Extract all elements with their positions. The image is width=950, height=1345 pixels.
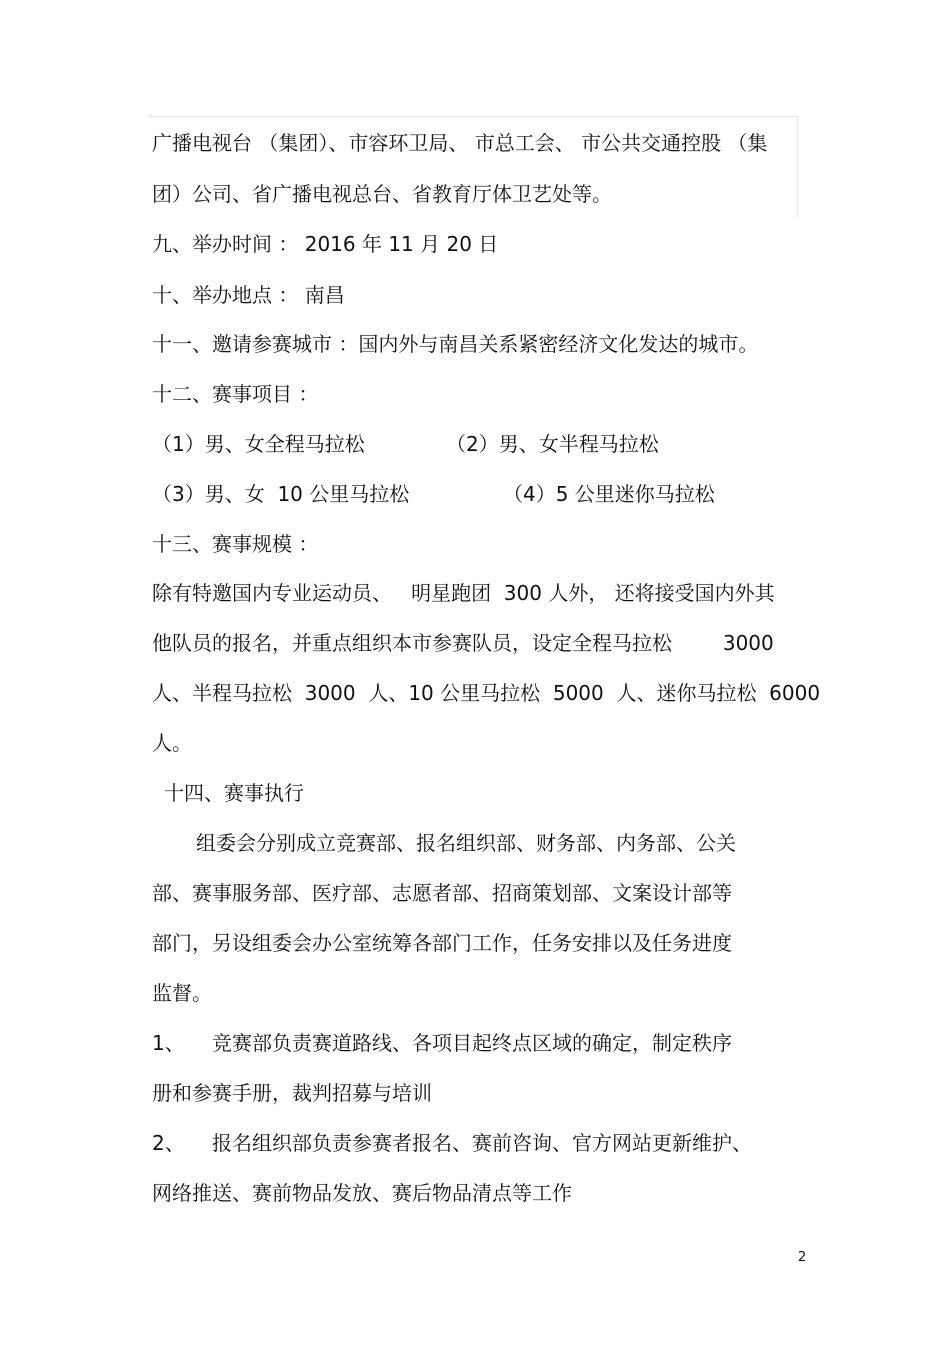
event-item: （1）男、女全程马拉松 (152, 432, 365, 456)
section-time: 九、举办时间 ： 2016 年 11 月 20 日 (152, 232, 499, 256)
continuation-line-2: 团）公司、省广播电视总台、省教育厅体卫艺处等。 (152, 182, 612, 206)
item-line: 报名组织部负责参赛者报名、赛前咨询、官方网站更新维护、 (212, 1131, 752, 1155)
exec-line: 监督。 (152, 981, 212, 1005)
event-item: （3）男、女 10 公里马拉松 (152, 482, 410, 506)
exec-line: 部、赛事服务部、医疗部、志愿者部、招商策划部、文案设计部等 (152, 881, 732, 905)
scale-line: 人。 (152, 731, 192, 755)
exec-line: 部门，另设组委会办公室统筹各部门工作，任务安排以及任务进度 (152, 931, 732, 955)
item-line: 册和参赛手册，裁判招募与培训 (152, 1081, 432, 1105)
event-item: （4）5 公里迷你马拉松 (503, 482, 715, 506)
item-number: 2、 (152, 1131, 185, 1155)
item-line: 网络推送、赛前物品发放、赛后物品清点等工作 (152, 1181, 572, 1205)
section-cities: 十一、邀请参赛城市 ：国内外与南昌关系紧密经济文化发达的城市。 (152, 332, 759, 356)
scale-line: 他队员的报名，并重点组织本市参赛队员，设定全程马拉松 3000 (152, 631, 774, 655)
event-item: （2）男、女半程马拉松 (446, 432, 659, 456)
item-line: 竞赛部负责赛道路线、各项目起终点区域的确定，制定秩序 (212, 1031, 732, 1055)
page-number: 2 (798, 1250, 807, 1265)
exec-line: 组委会分别成立竞赛部、报名组织部、财务部、内务部、公关 (196, 831, 736, 855)
section-exec-heading: 十四、赛事执行 (164, 781, 304, 805)
scale-line: 除有特邀国内专业运动员、 明星跑团 300 人外， 还将接受国内外其 (152, 581, 775, 605)
scale-line: 人、半程马拉松 3000 人、10 公里马拉松 5000 人、迷你马拉松 6000 (152, 681, 821, 705)
section-scale-heading: 十三、赛事规模 ： (152, 532, 319, 556)
item-number: 1、 (152, 1031, 185, 1055)
section-venue: 十、举办地点 ： 南昌 (152, 283, 345, 307)
continuation-line-1: 广播电视台 （集团）、市容环卫局、 市总工会、 市公共交通控股 （集 (152, 131, 768, 155)
section-events-heading: 十二、赛事项目 ： (152, 382, 319, 406)
